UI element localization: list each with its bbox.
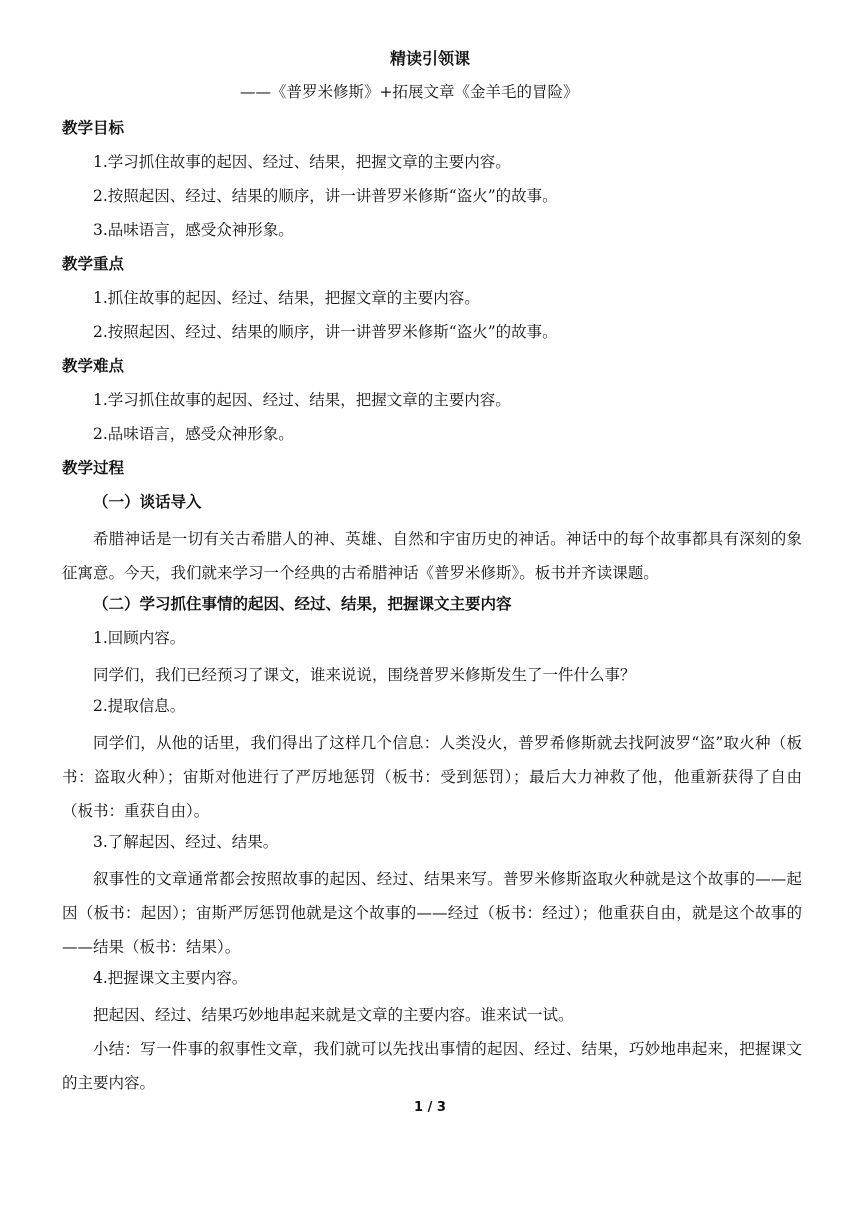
page-subtitle: ——《普罗米修斯》+拓展文章《金羊毛的冒险》: [240, 83, 579, 101]
goals-heading: 教学目标: [62, 119, 125, 137]
section-1-paragraph: 希腊神话是一切有关古希腊人的神、英雄、自然和宇宙历史的神话。神话中的每个故事都具有深刻的象征寓意。今天，我们就来学习一个经典的古希腊神话《普罗米修斯》。板书并齐读课题。: [62, 530, 802, 582]
summary-paragraph: 小结：写一件事的叙事性文章，我们就可以先找出事情的起因、经过、结果，巧妙地串起来，把握课文的主要内容。: [62, 1040, 802, 1092]
key-points-heading: 教学重点: [62, 255, 125, 273]
goal-item: 1.学习抓住故事的起因、经过、结果，把握文章的主要内容。: [93, 153, 511, 171]
section-2-title: （二）学习抓住事情的起因、经过、结果，把握课文主要内容: [93, 595, 512, 613]
key-point-item: 1.抓住故事的起因、经过、结果，把握文章的主要内容。: [93, 289, 480, 307]
page-number: 1 / 3: [414, 1100, 446, 1115]
step-2-paragraph: 同学们，从他的话里，我们得出了这样几个信息：人类没火，普罗希修斯就去找阿波罗“盗”取火种（板书：盗取火种）；宙斯对他进行了严厉地惩罚（板书：受到惩罚）；最后大力神救了他，他重新获得了自由（板书：重获自由）。: [62, 734, 802, 820]
goal-item: 3.品味语言，感受众神形象。: [93, 221, 294, 239]
difficulty-item: 2.品味语言，感受众神形象。: [93, 425, 294, 443]
step-3-label: 3.了解起因、经过、结果。: [93, 833, 279, 851]
key-point-item: 2.按照起因、经过、结果的顺序，讲一讲普罗米修斯“盗火”的故事。: [93, 323, 558, 341]
section-1-title: （一）谈话导入: [93, 493, 202, 511]
step-4-label: 4.把握课文主要内容。: [93, 969, 248, 987]
step-4-paragraph: 把起因、经过、结果巧妙地串起来就是文章的主要内容。谁来试一试。: [93, 1006, 574, 1024]
document-body: [62, 114, 802, 1100]
page-title: 精读引领课: [389, 49, 470, 68]
goal-item: 2.按照起因、经过、结果的顺序，讲一讲普罗米修斯“盗火”的故事。: [93, 187, 558, 205]
step-3-paragraph: 叙事性的文章通常都会按照故事的起因、经过、结果来写。普罗米修斯盗取火种就是这个故事的——起因（板书：起因）；宙斯严厉惩罚他就是这个故事的——经过（板书：经过）；他重获自由，就是这个故事的——结果（板书：结果）。: [62, 870, 802, 956]
step-1-paragraph: 同学们，我们已经预习了课文，谁来说说，围绕普罗米修斯发生了一件什么事？: [93, 666, 636, 684]
difficulties-heading: 教学难点: [62, 357, 125, 375]
process-heading: 教学过程: [62, 459, 125, 477]
step-1-label: 1.回顾内容。: [93, 629, 186, 647]
step-2-label: 2.提取信息。: [93, 697, 186, 715]
difficulty-item: 1.学习抓住故事的起因、经过、结果，把握文章的主要内容。: [93, 391, 511, 409]
